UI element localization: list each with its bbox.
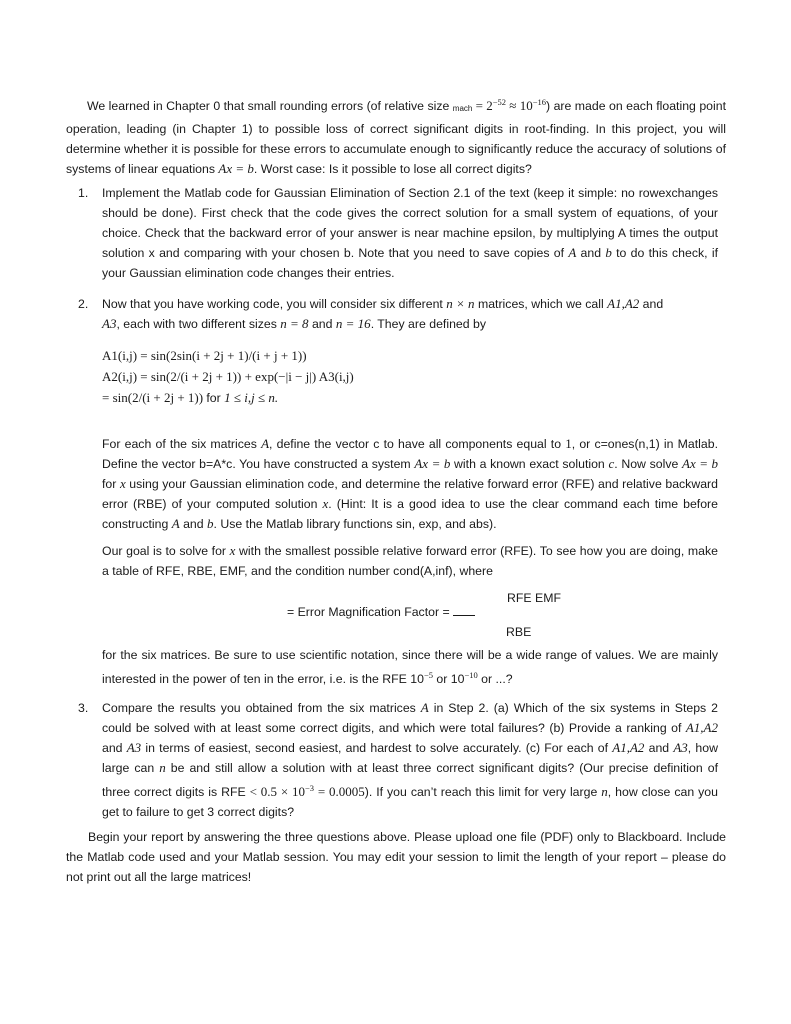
formula-a3: = sin(2/(i + 2j + 1)) for 1 ≤ i,j ≤ n. — [102, 390, 279, 405]
list-item-3 — [78, 698, 718, 822]
list-item-2 — [78, 294, 718, 334]
list-number: 2. — [78, 297, 89, 311]
list-number: 1. — [78, 186, 89, 200]
list-item-1 — [78, 183, 718, 283]
goal-paragraph: Our goal is to solve for x with the smallest possible relative forward error (RFE). To see how you are doing, make a table of RFE, RBE, EMF, and the condition number cond(A,inf), where — [102, 543, 718, 578]
intro-paragraph: We learned in Chapter 0 that small rounding errors (of relative size mach = $2^{-52} \approx 10^{-16}$) are made on each floating point operation, leading (in Chapter 1) to possible loss of correct significant digits in root-finding. In this project, you will determine whether it is possible for these errors to accumulate enough to significantly reduce the accuracy of solutions of systems of linear equations Ax = b. Worst case: Is it possible to lose all correct digits? — [66, 97, 726, 176]
list-number: 3. — [78, 701, 89, 715]
emf-numerator: RFE EMF — [507, 591, 561, 605]
matrix-definitions — [102, 345, 702, 409]
list-item-text: Now that you have working code, you will consider six different n × n matrices, which we call A1,A2 and A3, each with two different sizes n = 8 and n = 16. They are defined by — [102, 296, 664, 331]
formula-a1: A1(i,j) = sin(2sin(i + 2j + 1)/(i + j + 1)) — [102, 348, 307, 363]
emf-definition: = Error Magnification Factor = — [287, 602, 475, 622]
fraction-bar — [453, 605, 475, 616]
list-item-text: Compare the results you obtained from the six matrices A in Step 2. (a) Which of the six systems in Steps 2 could be solved with at least some correct digits, and which were total failures? (b) Provide a ranking of A1,A2 and A3 in terms of easiest, second easiest, and hardest to solve accurately. (c) For each of A1,A2 and A3, how large can n be and still allow a solution with at least three correct significant digits? (Our precise definition of three correct digits is RFE < $0.5 \times 10^{-3} = 0.0005$). If you can’t reach this limit for very large n, how close can you get to failure to get 3 correct digits? — [102, 700, 719, 819]
instructions-paragraph: For each of the six matrices A, define the vector c to have all components equal to 1, or c=ones(n,1) in Matlab. Define the vector b=A*c. You have constructed a system Ax = b with a known exact solution c. Now solve Ax = b for x using your Gaussian elimination code, and determine the relative forward error (RFE) and relative backward error (RBE) of your computed solution x. (Hint: It is a good idea to use the clear command each time before constructing A and b. Use the Matlab library functions sin, exp, and abs). — [102, 436, 719, 531]
list-item-text: Implement the Matlab code for Gaussian Elimination of Section 2.1 of the text (keep it simple: no rowexchanges should be done). First check that the code gives the correct solution for a small system of equations, of your choice. Check that the backward error of your answer is near machine epsilon, by multiplying A times the output solution x and comparing with your chosen b. Note that you need to save copies of A and b to do this check, if your Gaussian elimination code changes their entries. — [102, 186, 718, 280]
notation-paragraph: for the six matrices. Be sure to use scientific notation, since there will be a wide range of values. We are mainly interested in the power of ten in the error, i.e. is the RFE $10^{-5}$ or $10^{-10}$ or ...? — [102, 648, 718, 686]
formula-a2: A2(i,j) = sin(2/(i + 2j + 1)) + exp(−|i − j|) A3(i,j) — [102, 369, 354, 384]
closing-paragraph: Begin your report by answering the three questions above. Please upload one file (PDF) only to Blackboard. Include the Matlab code used and your Matlab session. You may edit your session to limit the length of your report – please do not print out all the large matrices! — [66, 830, 726, 884]
emf-denominator: RBE — [506, 625, 532, 639]
